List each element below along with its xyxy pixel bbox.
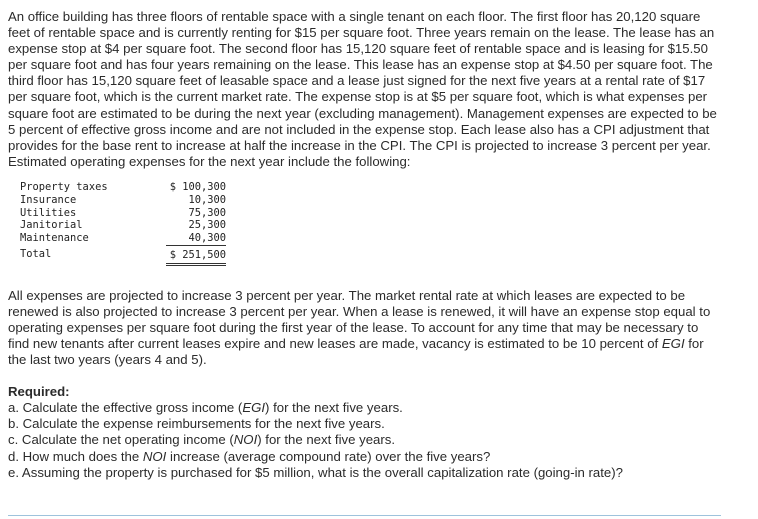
assumptions-text: All expenses are projected to increase 3 percent per year. The market rental rate at which leases are expected to be renewed is also projected to increase 3 percent per year. When a lease is renewed, it will have an expense stop equal to operating expenses per square foot during the first year of the lease. To account for any time that may be necessary to find new tenants after current leases expire and new leases are made, vacancy is estimated to be 10 percent of xyxy=(8,287,711,351)
expense-row xyxy=(20,232,226,245)
expense-label: Property taxes xyxy=(20,180,108,193)
required-item xyxy=(8,465,720,481)
required-item-text: c. Calculate the net operating income ( xyxy=(8,432,234,448)
expense-total-label: Total xyxy=(20,248,52,261)
expense-label: Insurance xyxy=(20,193,77,206)
required-item-text-end: ) for the next five years. xyxy=(265,400,403,416)
expense-amount: 40,300 xyxy=(166,232,226,245)
bottom-divider xyxy=(8,515,721,516)
required-item-text: d. How much does the xyxy=(8,448,143,464)
expense-total-row xyxy=(20,245,226,264)
expense-label: Utilities xyxy=(20,206,77,219)
expense-amount: 75,300 xyxy=(188,206,226,219)
required-item xyxy=(8,432,720,448)
required-item-term: EGI xyxy=(242,400,266,416)
expense-amount: 25,300 xyxy=(188,219,226,232)
assumptions-text-end: for the last two years (years 4 and 5). xyxy=(8,336,704,368)
expense-amount: $ 100,300 xyxy=(169,180,226,193)
required-item-text-end: ) for the next five years. xyxy=(257,432,396,448)
expense-row xyxy=(20,194,226,207)
expense-row xyxy=(20,219,226,232)
required-section xyxy=(8,384,720,481)
required-item-text: b. Calculate the expense reimbursements for the next five years. xyxy=(8,416,385,432)
required-title: Required: xyxy=(8,384,70,400)
expense-row xyxy=(20,181,226,194)
required-item-text: e. Assuming the property is purchased for $5 million, what is the overall capitalization rate (going-in rate)? xyxy=(8,464,623,480)
required-list xyxy=(8,400,720,480)
required-item-text-end: increase (average compound rate) over the five years? xyxy=(166,448,491,464)
egi-term: EGI xyxy=(661,336,685,351)
intro-paragraph: An office building has three floors of rentable space with a single tenant on each floor. The first floor has 20,120 square feet of rentable space and is currently renting for $15 per square foot. Three years remain on the lease. The lease has an expense stop at $4 per square foot. The second floor has 15,120 square feet of rentable space and is leasing for $15.50 per square foot and has four years remaining on the lease. This lease has an expense stop at $4.50 per square foot. The third floor has 15,120 square feet of leasable space and a lease just signed for the next five years at a rental rate of $17 per square foot, which is the current market rate. The expense stop is at $5 per square foot, which is what expenses per square foot are estimated to be during the next year (excluding management). Management expenses are expected to be 5 percent of effective gross income and are not included in the expense stop. Each lease also has a CPI adjustment that provides for the base rent to increase at half the increase in the CPI. The CPI is projected to increase 3 percent per year. Estimated operating expenses for the next year include the following: xyxy=(8,9,717,169)
required-item-text: a. Calculate the effective gross income ( xyxy=(8,400,243,416)
required-item xyxy=(8,449,720,465)
problem-document xyxy=(8,9,720,481)
expense-amount: 10,300 xyxy=(188,193,226,206)
required-item-term: NOI xyxy=(142,448,167,464)
expense-label: Janitorial xyxy=(20,219,83,232)
required-item-term: NOI xyxy=(233,432,258,448)
assumptions-paragraph xyxy=(8,288,720,368)
required-item xyxy=(8,400,720,416)
expense-label: Maintenance xyxy=(20,232,89,245)
expense-total-amount: $ 251,500 xyxy=(166,245,226,264)
expense-row xyxy=(20,207,226,220)
required-item xyxy=(8,416,720,432)
expense-table xyxy=(20,181,226,266)
